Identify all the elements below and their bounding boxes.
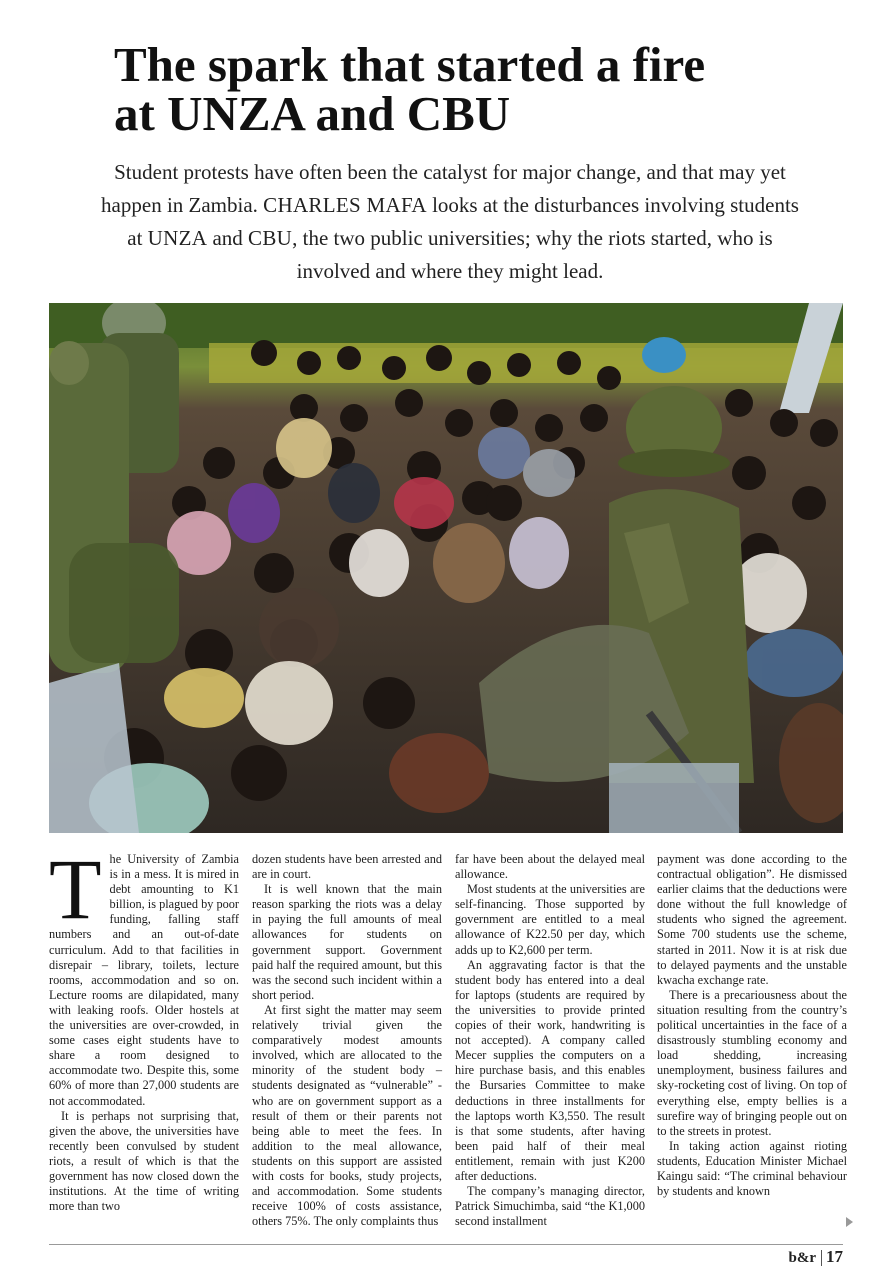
paragraph: dozen students have been arrested and are in court. — [252, 852, 442, 882]
continued-arrow-icon — [846, 1217, 853, 1227]
drop-cap: T — [49, 841, 102, 937]
headline-line-2: at UNZA and CBU — [114, 86, 511, 141]
standfirst: Student protests have often been the catalyst for major change, and that may yet happen in Zambia. CHARLES MAFA looks at the disturbances involving students at UNZA and CBU, the two public universities; why the riots started, who is involved and where they might lead. — [101, 160, 799, 283]
photo-illustration — [49, 303, 843, 833]
paragraph: It is well known that the main reason sparking the riots was a delay in paying the full amounts of meal allowances for students on government support. Government paid half the required amount, but this was the second such incident within a short period. — [252, 882, 442, 1002]
paragraph: It is perhaps not surprising that, given the above, the universities have recently been convulsed by student riots, a result of which is that the government has now closed down the institutions. At the time of writing more than two — [49, 1108, 239, 1214]
headline — [114, 37, 814, 141]
paragraph: At first sight the matter may seem relatively trivial given the comparatively modest amounts involved, which are allocated to the minority of the student body – students designated as “vulnerable” - who are on government support as a result of them or their parents not being able to meet the fees. In addition to the meal allowance, students on this support are assisted with costs for books, study projects, and accommodation. Some students receive 100% of costs assistance, others 75%. The only complaints thus — [252, 1002, 442, 1229]
paragraph: The University of Zambia is in a mess. It is mired in debt amounting to K1 billion, is plagued by poor funding, falling staff numbers and an out-of-date curriculum. Add to that facilities in disrepair – library, toilets, lecture rooms, accommodation and so on. Lecture rooms are dilapidated, many with leaking roofs. Older hostels at the universities are over-crowded, in some cases eight students have to share a room designed to accommodate two. Despite this, some 60% of more than 27,000 students are not accommodated. — [49, 841, 239, 1108]
paragraph: There is a precariousness about the situation resulting from the country’s political uncertainties in the face of a disastrously stumbling economy and load shedding, increasing unemployment, business failures and sky-rocketing cost of living. On top of everything else, empty bellies is a surefire way of bringing people out on to the streets in protest. — [657, 987, 847, 1138]
author-name: CHARLES MAFA — [263, 193, 427, 217]
paragraph: The company’s managing director, Patrick Simuchimba, said “the K1,000 second installment — [455, 1184, 645, 1229]
headline-line-1: The spark that started a fire — [114, 37, 706, 92]
paragraph: An aggravating factor is that the student body has entered into a deal for laptops (students are required by the universities to provide printed copies of their work, handwriting is not accepted). A company called Mecer supplies the computers on a hire purchase basis, and this enables the Bursaries Committee to make deductions in three installments for the laptops worth K3,550. The result is that some students, after having been paid half of their meal entitlement, remain with just K200 after deductions. — [455, 957, 645, 1183]
footer-divider — [49, 1244, 843, 1245]
paragraph: payment was done according to the contractual obligation”. He dismissed earlier claims that the deductions were done without the full knowledge of students who signed the agreement. Some 700 students use the scheme, started in 2011. Now it is at risk due to delayed payments and the unstable kwacha exchange rate. — [657, 852, 847, 987]
article-column-3 — [455, 852, 645, 1229]
paragraph: Most students at the universities are self-financing. Those supported by government are entitled to a meal allowance of K22.50 per day, which adds up to K2,600 per term. — [455, 882, 645, 957]
magazine-logo: b&r — [789, 1250, 823, 1266]
article-column-1 — [49, 841, 239, 1214]
page-footer — [789, 1247, 844, 1267]
paragraph: In taking action against rioting students, Education Minister Michael Kaingu said: “The criminal behaviour by students and known — [657, 1138, 847, 1199]
article-column-4 — [657, 852, 847, 1199]
hero-photo — [49, 303, 843, 833]
paragraph: far have been about the delayed meal allowance. — [455, 852, 645, 882]
article-column-2 — [252, 852, 442, 1229]
page-number: 17 — [826, 1247, 843, 1266]
